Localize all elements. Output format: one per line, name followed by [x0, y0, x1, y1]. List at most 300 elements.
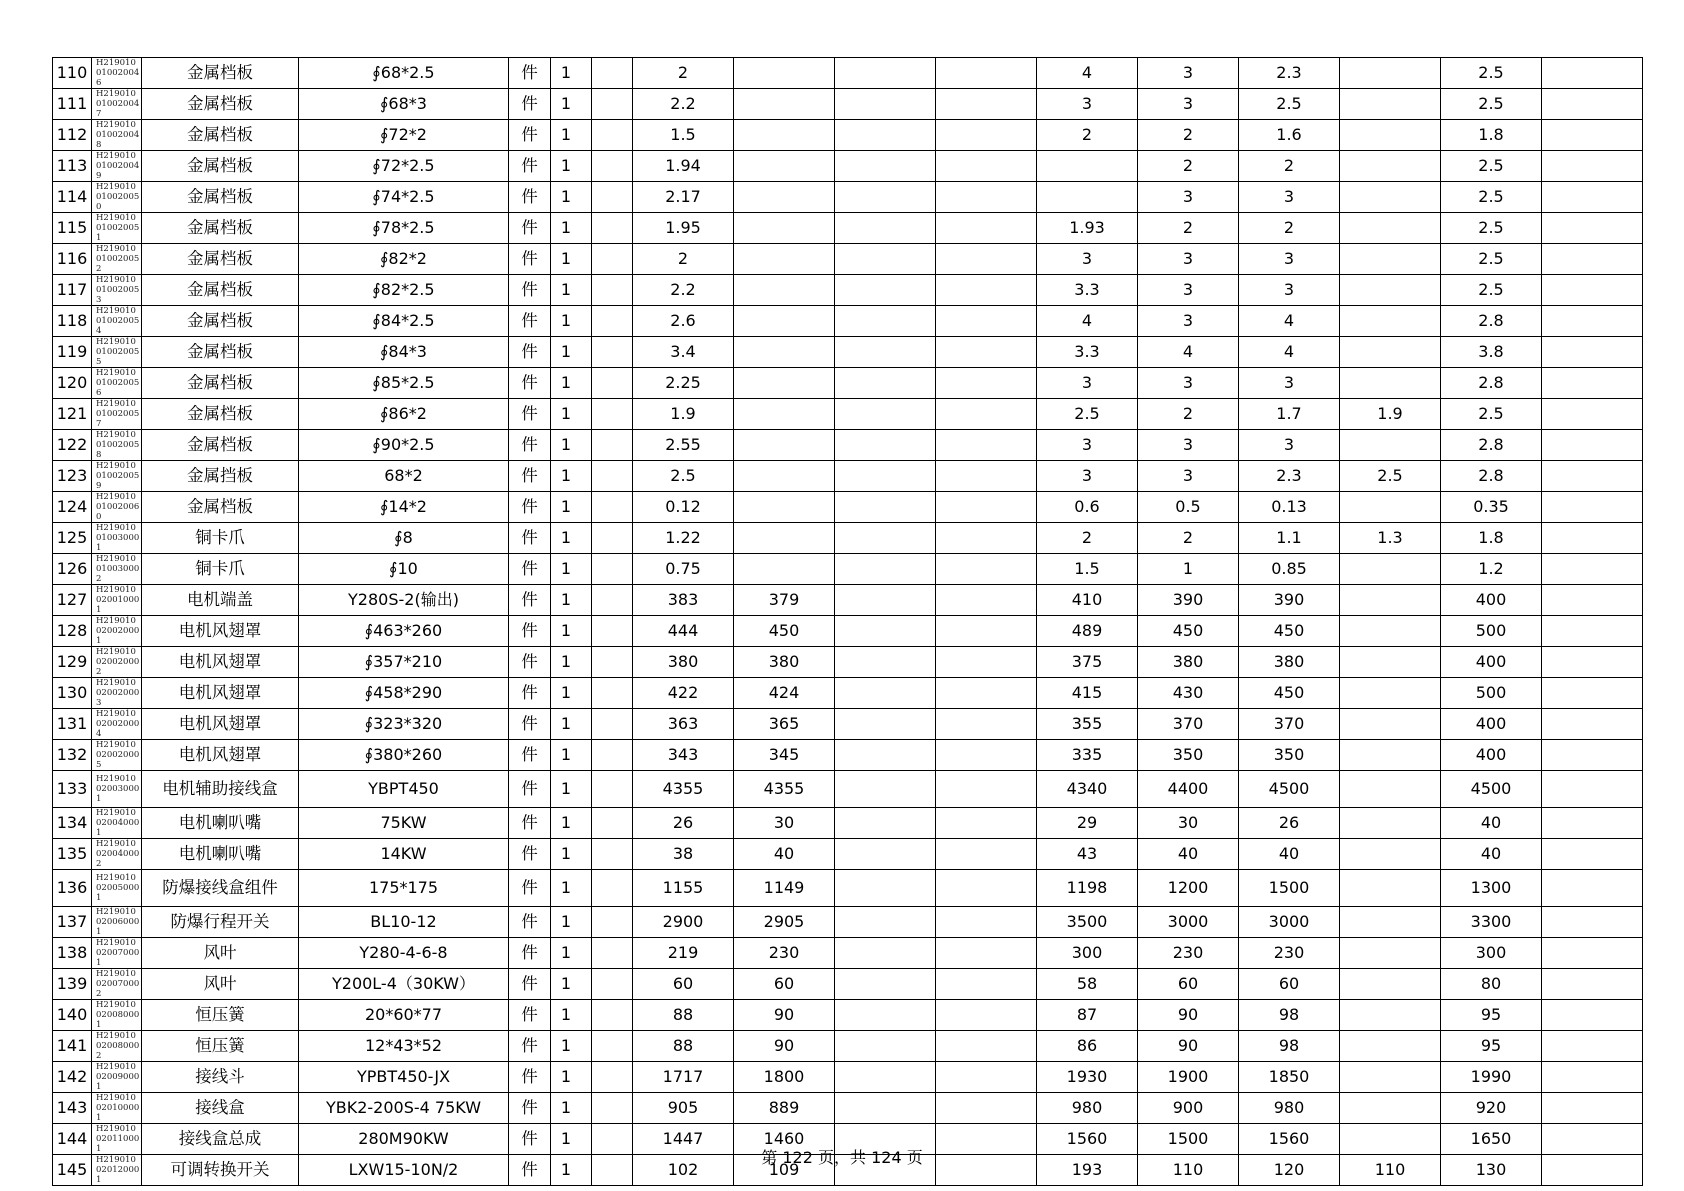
table-row: [53, 907, 1643, 938]
item-name: 电机风翅罩: [142, 740, 299, 771]
price-cell-3: 30: [734, 808, 835, 839]
item-unit: 件: [509, 1062, 551, 1093]
price-cell-10: 3300: [1441, 907, 1542, 938]
price-cell-3: [734, 399, 835, 430]
price-cell-2: 1.22: [633, 523, 734, 554]
price-cell-10: 2.5: [1441, 58, 1542, 89]
price-cell-6: 1.93: [1037, 213, 1138, 244]
item-name: 电机风翅罩: [142, 709, 299, 740]
price-cell-2: 26: [633, 808, 734, 839]
item-code: H219010020020005: [92, 740, 142, 771]
price-cell-5: [936, 306, 1037, 337]
price-cell-7: 2: [1138, 151, 1239, 182]
price-cell-6: 193: [1037, 1155, 1138, 1186]
item-qty: 1: [551, 275, 592, 306]
table-row: [53, 337, 1643, 368]
price-cell-7: 900: [1138, 1093, 1239, 1124]
item-spec: ∮68*2.5: [299, 58, 509, 89]
price-cell-7: 4: [1138, 337, 1239, 368]
item-unit: 件: [509, 1000, 551, 1031]
item-code: H219010010020048: [92, 120, 142, 151]
item-unit: 件: [509, 870, 551, 907]
item-qty: 1: [551, 1031, 592, 1062]
price-cell-9: [1340, 709, 1441, 740]
item-qty: 1: [551, 151, 592, 182]
price-cell-9: [1340, 678, 1441, 709]
price-cell-4: [835, 399, 936, 430]
price-cell-2: 1.95: [633, 213, 734, 244]
price-cell-5: [936, 870, 1037, 907]
row-number: 131: [53, 709, 92, 740]
item-name: 接线斗: [142, 1062, 299, 1093]
item-unit: 件: [509, 808, 551, 839]
price-cell-7: 3: [1138, 244, 1239, 275]
item-unit: 件: [509, 337, 551, 368]
price-cell-9: [1340, 771, 1441, 808]
price-cell-1: [592, 585, 633, 616]
item-name: 金属档板: [142, 399, 299, 430]
price-cell-2: 422: [633, 678, 734, 709]
item-qty: 1: [551, 709, 592, 740]
item-name: 恒压簧: [142, 1000, 299, 1031]
price-cell-4: [835, 740, 936, 771]
item-spec: LXW15-10N/2: [299, 1155, 509, 1186]
price-cell-2: 905: [633, 1093, 734, 1124]
item-unit: 件: [509, 907, 551, 938]
price-cell-2: 88: [633, 1031, 734, 1062]
price-cell-4: [835, 1062, 936, 1093]
price-cell-6: 58: [1037, 969, 1138, 1000]
item-unit: 件: [509, 399, 551, 430]
price-cell-11: [1542, 182, 1643, 213]
price-cell-11: [1542, 870, 1643, 907]
item-unit: 件: [509, 1093, 551, 1124]
item-unit: 件: [509, 461, 551, 492]
price-cell-2: 2.5: [633, 461, 734, 492]
item-spec: 175*175: [299, 870, 509, 907]
item-qty: 1: [551, 647, 592, 678]
price-cell-7: 2: [1138, 120, 1239, 151]
price-cell-8: 1.1: [1239, 523, 1340, 554]
price-cell-3: 109: [734, 1155, 835, 1186]
price-cell-4: [835, 337, 936, 368]
price-cell-9: [1340, 740, 1441, 771]
price-cell-8: 3: [1239, 244, 1340, 275]
price-cell-11: [1542, 213, 1643, 244]
item-code: H219010010020057: [92, 399, 142, 430]
item-unit: 件: [509, 938, 551, 969]
price-cell-1: [592, 839, 633, 870]
price-cell-6: 4: [1037, 306, 1138, 337]
table-row: [53, 1031, 1643, 1062]
item-qty: 1: [551, 306, 592, 337]
price-cell-6: 300: [1037, 938, 1138, 969]
price-cell-7: 3: [1138, 58, 1239, 89]
price-cell-3: 4355: [734, 771, 835, 808]
price-cell-6: 415: [1037, 678, 1138, 709]
table-row: [53, 647, 1643, 678]
price-cell-4: [835, 938, 936, 969]
price-cell-5: [936, 213, 1037, 244]
price-cell-11: [1542, 938, 1643, 969]
price-cell-3: [734, 275, 835, 306]
item-name: 防爆行程开关: [142, 907, 299, 938]
item-code: H219010020060001: [92, 907, 142, 938]
table-row: [53, 306, 1643, 337]
item-qty: 1: [551, 907, 592, 938]
row-number: 144: [53, 1124, 92, 1155]
item-name: 电机喇叭嘴: [142, 808, 299, 839]
price-cell-1: [592, 151, 633, 182]
item-code: H219010010020056: [92, 368, 142, 399]
item-name: 电机风翅罩: [142, 678, 299, 709]
item-code: H219010010020054: [92, 306, 142, 337]
item-spec: 280M90KW: [299, 1124, 509, 1155]
item-spec: 20*60*77: [299, 1000, 509, 1031]
price-cell-7: 1500: [1138, 1124, 1239, 1155]
price-cell-6: 43: [1037, 839, 1138, 870]
price-cell-9: [1340, 870, 1441, 907]
item-spec: 68*2: [299, 461, 509, 492]
price-cell-10: 400: [1441, 647, 1542, 678]
price-cell-1: [592, 306, 633, 337]
price-cell-11: [1542, 492, 1643, 523]
item-qty: 1: [551, 740, 592, 771]
price-cell-8: 450: [1239, 616, 1340, 647]
price-cell-4: [835, 616, 936, 647]
table-row: [53, 585, 1643, 616]
price-cell-10: 80: [1441, 969, 1542, 1000]
price-cell-11: [1542, 337, 1643, 368]
price-cell-5: [936, 709, 1037, 740]
item-spec: ∮357*210: [299, 647, 509, 678]
price-cell-7: 30: [1138, 808, 1239, 839]
price-cell-7: 1: [1138, 554, 1239, 585]
price-cell-4: [835, 870, 936, 907]
price-cell-1: [592, 647, 633, 678]
item-qty: 1: [551, 1124, 592, 1155]
item-unit: 件: [509, 182, 551, 213]
price-cell-3: 230: [734, 938, 835, 969]
price-cell-8: 2.5: [1239, 89, 1340, 120]
item-spec: ∮72*2: [299, 120, 509, 151]
price-cell-9: [1340, 938, 1441, 969]
price-cell-10: 40: [1441, 839, 1542, 870]
page-footer: [0, 1145, 1684, 1168]
item-unit: 件: [509, 213, 551, 244]
price-cell-3: 424: [734, 678, 835, 709]
item-spec: ∮74*2.5: [299, 182, 509, 213]
price-cell-4: [835, 368, 936, 399]
price-cell-6: 355: [1037, 709, 1138, 740]
price-cell-6: [1037, 182, 1138, 213]
price-cell-6: 410: [1037, 585, 1138, 616]
price-cell-4: [835, 492, 936, 523]
row-number: 132: [53, 740, 92, 771]
item-qty: 1: [551, 523, 592, 554]
price-cell-2: 2: [633, 244, 734, 275]
price-cell-10: 1.8: [1441, 120, 1542, 151]
price-cell-4: [835, 808, 936, 839]
item-code: H219010010020046: [92, 58, 142, 89]
price-cell-1: [592, 709, 633, 740]
item-code: H219010010020050: [92, 182, 142, 213]
item-qty: 1: [551, 1093, 592, 1124]
price-cell-9: [1340, 213, 1441, 244]
item-name: 金属档板: [142, 368, 299, 399]
price-cell-9: [1340, 616, 1441, 647]
price-cell-7: 0.5: [1138, 492, 1239, 523]
price-cell-9: [1340, 368, 1441, 399]
price-cell-2: 2900: [633, 907, 734, 938]
item-name: 金属档板: [142, 337, 299, 368]
item-spec: ∮84*2.5: [299, 306, 509, 337]
item-code: H219010010020047: [92, 89, 142, 120]
item-code: H219010020090001: [92, 1062, 142, 1093]
table-row: [53, 1000, 1643, 1031]
price-cell-1: [592, 213, 633, 244]
price-cell-5: [936, 969, 1037, 1000]
item-spec: ∮463*260: [299, 616, 509, 647]
price-cell-6: 1.5: [1037, 554, 1138, 585]
price-cell-11: [1542, 244, 1643, 275]
price-cell-1: [592, 969, 633, 1000]
price-cell-1: [592, 120, 633, 151]
table-body: [53, 58, 1643, 1186]
price-cell-8: 1.7: [1239, 399, 1340, 430]
price-cell-11: [1542, 151, 1643, 182]
item-spec: YBPT450: [299, 771, 509, 808]
price-cell-10: 2.8: [1441, 461, 1542, 492]
price-cell-5: [936, 554, 1037, 585]
price-cell-7: 450: [1138, 616, 1239, 647]
item-code: H219010020080001: [92, 1000, 142, 1031]
price-cell-10: 2.5: [1441, 275, 1542, 306]
price-cell-5: [936, 368, 1037, 399]
item-code: H219010020120001: [92, 1155, 142, 1186]
price-cell-10: 2.8: [1441, 306, 1542, 337]
row-number: 121: [53, 399, 92, 430]
item-unit: 件: [509, 554, 551, 585]
price-cell-7: 1200: [1138, 870, 1239, 907]
item-name: 金属档板: [142, 58, 299, 89]
item-spec: ∮458*290: [299, 678, 509, 709]
item-code: H219010020050001: [92, 870, 142, 907]
row-number: 118: [53, 306, 92, 337]
price-cell-2: 383: [633, 585, 734, 616]
price-cell-6: 3: [1037, 368, 1138, 399]
price-cell-11: [1542, 1093, 1643, 1124]
price-cell-9: [1340, 337, 1441, 368]
price-cell-10: 130: [1441, 1155, 1542, 1186]
item-unit: 件: [509, 969, 551, 1000]
item-name: 电机风翅罩: [142, 647, 299, 678]
price-cell-8: 98: [1239, 1000, 1340, 1031]
item-spec: Y280S-2(输出): [299, 585, 509, 616]
table-row: [53, 554, 1643, 585]
price-cell-2: 2.2: [633, 89, 734, 120]
price-cell-4: [835, 58, 936, 89]
price-cell-5: [936, 244, 1037, 275]
item-spec: ∮72*2.5: [299, 151, 509, 182]
price-cell-1: [592, 1062, 633, 1093]
row-number: 135: [53, 839, 92, 870]
price-cell-8: 230: [1239, 938, 1340, 969]
price-cell-3: 90: [734, 1000, 835, 1031]
price-cell-8: 2: [1239, 151, 1340, 182]
item-qty: 1: [551, 938, 592, 969]
price-cell-7: 60: [1138, 969, 1239, 1000]
price-cell-4: [835, 523, 936, 554]
price-cell-2: 1155: [633, 870, 734, 907]
row-number: 116: [53, 244, 92, 275]
price-cell-2: 88: [633, 1000, 734, 1031]
price-cell-6: 3: [1037, 461, 1138, 492]
row-number: 140: [53, 1000, 92, 1031]
price-cell-9: [1340, 808, 1441, 839]
price-cell-4: [835, 306, 936, 337]
footer-page-number: 122: [782, 1148, 813, 1167]
price-cell-11: [1542, 771, 1643, 808]
price-cell-7: 1900: [1138, 1062, 1239, 1093]
price-cell-9: [1340, 306, 1441, 337]
price-cell-6: [1037, 151, 1138, 182]
price-cell-8: 98: [1239, 1031, 1340, 1062]
price-cell-3: 2905: [734, 907, 835, 938]
price-cell-3: 345: [734, 740, 835, 771]
row-number: 110: [53, 58, 92, 89]
item-name: 金属档板: [142, 306, 299, 337]
price-cell-10: 95: [1441, 1031, 1542, 1062]
price-cell-10: 1990: [1441, 1062, 1542, 1093]
price-cell-9: [1340, 120, 1441, 151]
item-name: 金属档板: [142, 275, 299, 306]
price-cell-11: [1542, 839, 1643, 870]
price-cell-3: [734, 337, 835, 368]
item-unit: 件: [509, 492, 551, 523]
item-qty: 1: [551, 1062, 592, 1093]
row-number: 142: [53, 1062, 92, 1093]
price-cell-7: 90: [1138, 1031, 1239, 1062]
price-cell-9: [1340, 1093, 1441, 1124]
item-name: 恒压簧: [142, 1031, 299, 1062]
table-row: [53, 1062, 1643, 1093]
price-cell-8: 350: [1239, 740, 1340, 771]
price-cell-1: [592, 89, 633, 120]
item-qty: 1: [551, 616, 592, 647]
price-cell-3: [734, 120, 835, 151]
price-cell-6: 2.5: [1037, 399, 1138, 430]
price-cell-8: 3: [1239, 275, 1340, 306]
item-qty: 1: [551, 399, 592, 430]
price-cell-1: [592, 182, 633, 213]
price-cell-6: 4340: [1037, 771, 1138, 808]
item-qty: 1: [551, 678, 592, 709]
row-number: 129: [53, 647, 92, 678]
price-cell-6: 980: [1037, 1093, 1138, 1124]
table-row: [53, 678, 1643, 709]
item-qty: 1: [551, 182, 592, 213]
price-cell-2: 380: [633, 647, 734, 678]
table-row: [53, 399, 1643, 430]
price-cell-8: 3000: [1239, 907, 1340, 938]
item-unit: 件: [509, 430, 551, 461]
item-code: H219010020010001: [92, 585, 142, 616]
row-number: 128: [53, 616, 92, 647]
item-code: H219010020040001: [92, 808, 142, 839]
price-cell-8: 2: [1239, 213, 1340, 244]
item-spec: Y200L-4（30KW）: [299, 969, 509, 1000]
item-code: H219010020080002: [92, 1031, 142, 1062]
price-cell-5: [936, 938, 1037, 969]
price-cell-1: [592, 1093, 633, 1124]
price-cell-11: [1542, 399, 1643, 430]
price-cell-7: 380: [1138, 647, 1239, 678]
item-spec: ∮82*2.5: [299, 275, 509, 306]
price-cell-11: [1542, 585, 1643, 616]
price-cell-9: [1340, 1000, 1441, 1031]
item-qty: 1: [551, 771, 592, 808]
price-cell-5: [936, 1062, 1037, 1093]
item-name: 金属档板: [142, 120, 299, 151]
footer-suffix: 页: [901, 1148, 923, 1167]
price-cell-9: [1340, 969, 1441, 1000]
row-number: 125: [53, 523, 92, 554]
item-unit: 件: [509, 151, 551, 182]
price-cell-2: 38: [633, 839, 734, 870]
price-cell-5: [936, 740, 1037, 771]
item-spec: YPBT450-JX: [299, 1062, 509, 1093]
price-cell-1: [592, 808, 633, 839]
row-number: 141: [53, 1031, 92, 1062]
price-cell-7: 2: [1138, 399, 1239, 430]
table-row: [53, 461, 1643, 492]
item-unit: 件: [509, 523, 551, 554]
price-cell-10: 2.5: [1441, 151, 1542, 182]
price-cell-6: 87: [1037, 1000, 1138, 1031]
item-code: H219010020110001: [92, 1124, 142, 1155]
price-cell-3: 450: [734, 616, 835, 647]
price-cell-5: [936, 523, 1037, 554]
price-cell-8: 3: [1239, 430, 1340, 461]
price-cell-1: [592, 554, 633, 585]
table-row: [53, 182, 1643, 213]
price-cell-3: 1800: [734, 1062, 835, 1093]
item-name: 接线盒总成: [142, 1124, 299, 1155]
item-unit: 件: [509, 1155, 551, 1186]
price-cell-4: [835, 709, 936, 740]
price-cell-6: 2: [1037, 523, 1138, 554]
item-qty: 1: [551, 120, 592, 151]
item-name: 金属档板: [142, 89, 299, 120]
price-cell-5: [936, 808, 1037, 839]
item-code: H219010010030001: [92, 523, 142, 554]
table-row: [53, 839, 1643, 870]
price-cell-10: 920: [1441, 1093, 1542, 1124]
price-cell-2: 4355: [633, 771, 734, 808]
price-cell-3: 889: [734, 1093, 835, 1124]
price-cell-10: 400: [1441, 709, 1542, 740]
item-name: 接线盒: [142, 1093, 299, 1124]
item-code: H219010010020052: [92, 244, 142, 275]
item-code: H219010010030002: [92, 554, 142, 585]
price-cell-3: [734, 89, 835, 120]
item-qty: 1: [551, 870, 592, 907]
price-cell-2: 1447: [633, 1124, 734, 1155]
price-cell-5: [936, 461, 1037, 492]
row-number: 130: [53, 678, 92, 709]
price-cell-6: 1560: [1037, 1124, 1138, 1155]
